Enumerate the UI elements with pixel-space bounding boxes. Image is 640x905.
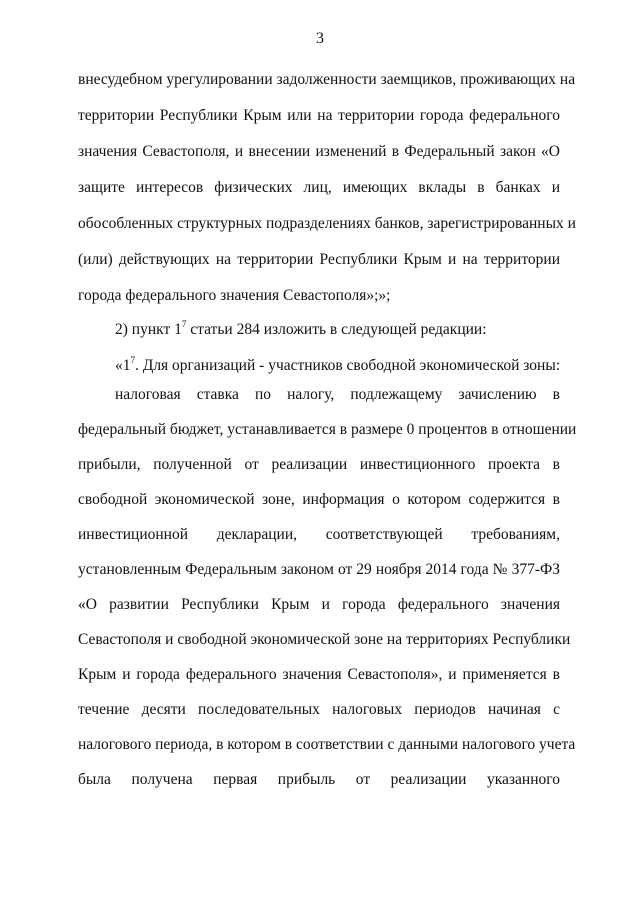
body-line: налоговая ставка по налогу, подлежащему зачислению в — [115, 386, 560, 403]
body-line: Крым и города федерального значения Севастополя», и применяется в — [78, 666, 560, 683]
body-line: прибыли, полученной от реализации инвестиционного проекта в — [78, 456, 560, 473]
body-line: была получена первая прибыль от реализации указанного — [78, 771, 560, 788]
body-line: установленным Федеральным законом от 29 ноября 2014 года № 377-ФЗ — [78, 561, 560, 578]
body-line: налогового периода, в котором в соответствии с данными налогового учета — [78, 736, 576, 753]
item-2-superscript: 7 — [181, 319, 187, 329]
body-line: течение десяти последовательных налоговых периодов начиная с — [78, 701, 560, 718]
body-line: «О развитии Республики Крым и города федерального значения — [78, 596, 560, 613]
subheading-line — [115, 356, 560, 376]
body-line: Севастополя и свободной экономической зоне на территориях Республики — [78, 631, 571, 648]
text-line: защите интересов физических лиц, имеющих вклады в банках и — [78, 179, 560, 196]
body-line: свободной экономической зоне, информация о котором содержится в — [78, 491, 560, 508]
subheading-suffix: . Для организаций - участников свободной экономической зоны: — [135, 357, 561, 374]
subheading-superscript: 7 — [130, 355, 135, 365]
text-line: (или) действующих на территории Республики Крым и на территории — [78, 251, 560, 268]
item-2-prefix: 2) пункт 1 — [115, 321, 182, 338]
text-line: внесудебном урегулировании задолженности заемщиков, проживающих на — [78, 71, 576, 88]
text-line: обособленных структурных подразделениях банков, зарегистрированных и — [78, 215, 576, 232]
item-2-line — [115, 320, 560, 340]
text-line: территории Республики Крым или на территории города федерального — [78, 107, 560, 124]
page-number: 3 — [316, 30, 324, 47]
text-line: города федерального значения Севастополя»;»; — [78, 287, 391, 304]
body-line: федеральный бюджет, устанавливается в размере 0 процентов в отношении — [78, 421, 577, 438]
subheading-prefix: «1 — [115, 357, 131, 374]
text-line: значения Севастополя, и внесении изменений в Федеральный закон «О — [78, 143, 560, 160]
item-2-suffix: статьи 284 изложить в следующей редакции: — [186, 321, 487, 338]
body-line: инвестиционной декларации, соответствующей требованиям, — [78, 526, 560, 543]
